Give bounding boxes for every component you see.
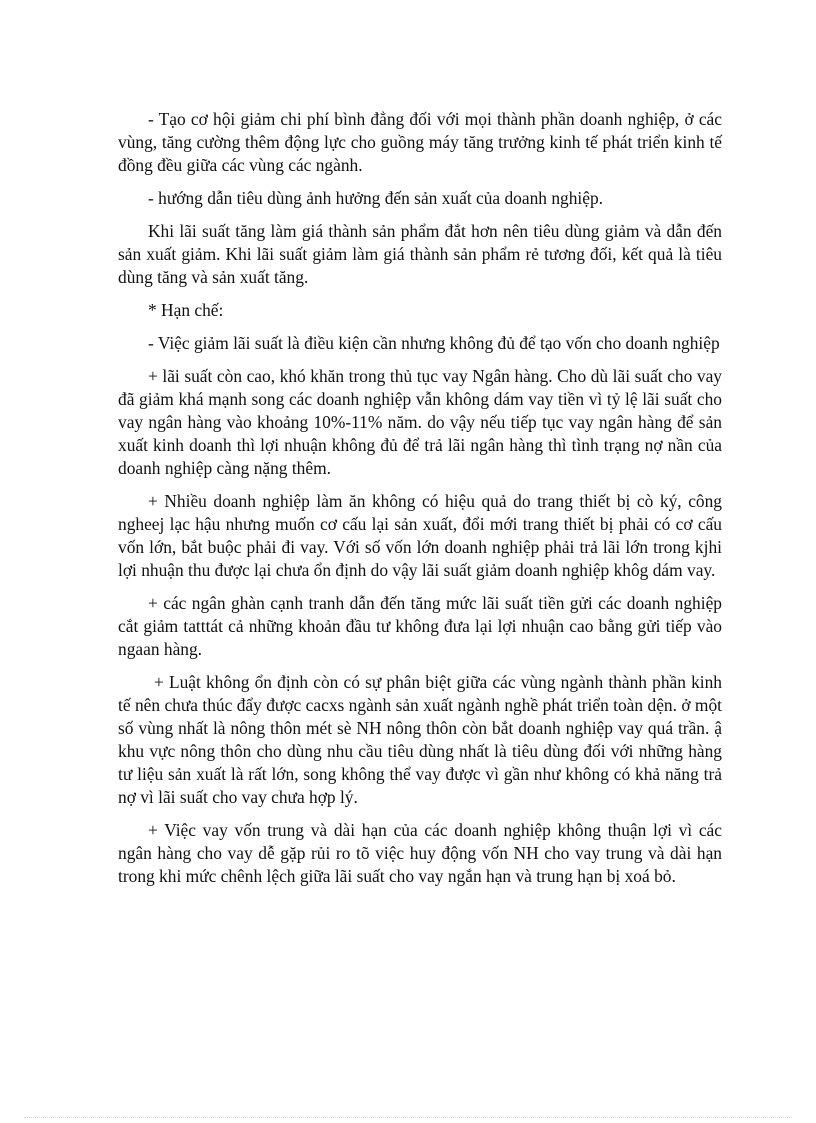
paragraph-unstable-law: + Luật không ổn định còn có sự phân biệt giữa các vùng ngành thành phần kinh tế nên chưa thúc đẩy được cacxs ngành sản xuất ngành nghề phát triển toàn dện. ở một số vùng nhất là nông thôn mét sè NH nông thôn còn bắt doanh nghiệp vay quá trần. ậ khu vực nông thôn cho dùng nhu cầu tiêu dùng nhất là tiêu dùng đối với những hàng tư liệu sản xuất là rất lớn, song không thể vay được vì gần như không có khả năng trả nợ vì lãi suất cho vay chưa hợp lý. [118, 672, 722, 807]
paragraph-inefficient-enterprises: + Nhiều doanh nghiệp làm ăn không có hiệu quả do trang thiết bị cò ký, công ngheej lạc hậu nhưng muốn cơ cấu lại sản xuất, đổi mới trang thiết bị phải có cơ cấu vốn lớn, bắt buộc phải đi vay. Với số vốn lớn doanh nghiệp phải trả lãi lớn trong kjhi lợi nhuận thu được lại chưa ổn định do vậy lãi suất giảm doanh nghiệp khôg dám vay. [118, 491, 722, 580]
paragraph-consumption-guidance: - hướng dẫn tiêu dùng ảnh hưởng đến sản xuất của doanh nghiệp. [148, 188, 604, 208]
paragraph-bank-competition: + các ngân ghàn cạnh tranh dẫn đến tăng mức lãi suất tiền gửi các doanh nghiệp cắt giảm tatttát cả những khoản đầu tư không đưa lại lợi nhuận cao bằng gửi tiếp vào ngaan hàng. [118, 593, 722, 659]
paragraph-necessary-not-sufficient: - Việc giảm lãi suất là điều kiện cần nhưng không đủ để tạo vốn cho doanh nghiệp [148, 333, 720, 353]
paragraph-long-term-lending: + Việc vay vốn trung và dài hạn của các doanh nghiệp không thuận lợi vì các ngân hàng cho vay dễ gặp rủi ro tõ việc huy động vốn NH cho vay trung và dài hạn trong khi mức chênh lệch giữa lãi suất cho vay ngắn hạn và trung hạn bị xoá bỏ. [118, 820, 722, 886]
paragraph-equal-cost-opportunity: - Tạo cơ hội giảm chi phí bình đẳng đối với mọi thành phần doanh nghiệp, ở các vùng, tăng cường thêm động lực cho guồng máy tăng trưởng kinh tế phát triển kinh tế đồng đều giữa các vùng các ngành. [118, 109, 722, 175]
paragraph-interest-rate-effect: Khi lãi suất tăng làm giá thành sản phẩm đắt hơn nên tiêu dùng giảm và dẫn đến sản xuất giảm. Khi lãi suất giảm làm giá thành sản phẩm rẻ tương đối, kết quả là tiêu dùng tăng và sản xuất tăng. [118, 221, 722, 287]
section-heading-limitations: * Hạn chế: [148, 300, 224, 320]
document-body [118, 108, 722, 898]
paragraph-high-rates-procedures: + lãi suất còn cao, khó khăn trong thủ tục vay Ngân hàng. Cho dù lãi suất cho vay đã giảm khá mạnh song các doanh nghiệp vẫn không dám vay tiền vì tỷ lệ lãi suất cho vay ngân hàng vào khoảng 10%-11% năm. do vậy nếu tiếp tục vay ngân hàng để sản xuất kinh doanh thì lợi nhuận không đủ để trả lãi ngân hàng thì tình trạng nợ nần của doanh nghiệp càng nặng thêm. [118, 366, 722, 478]
page-bottom-divider [24, 1117, 792, 1118]
